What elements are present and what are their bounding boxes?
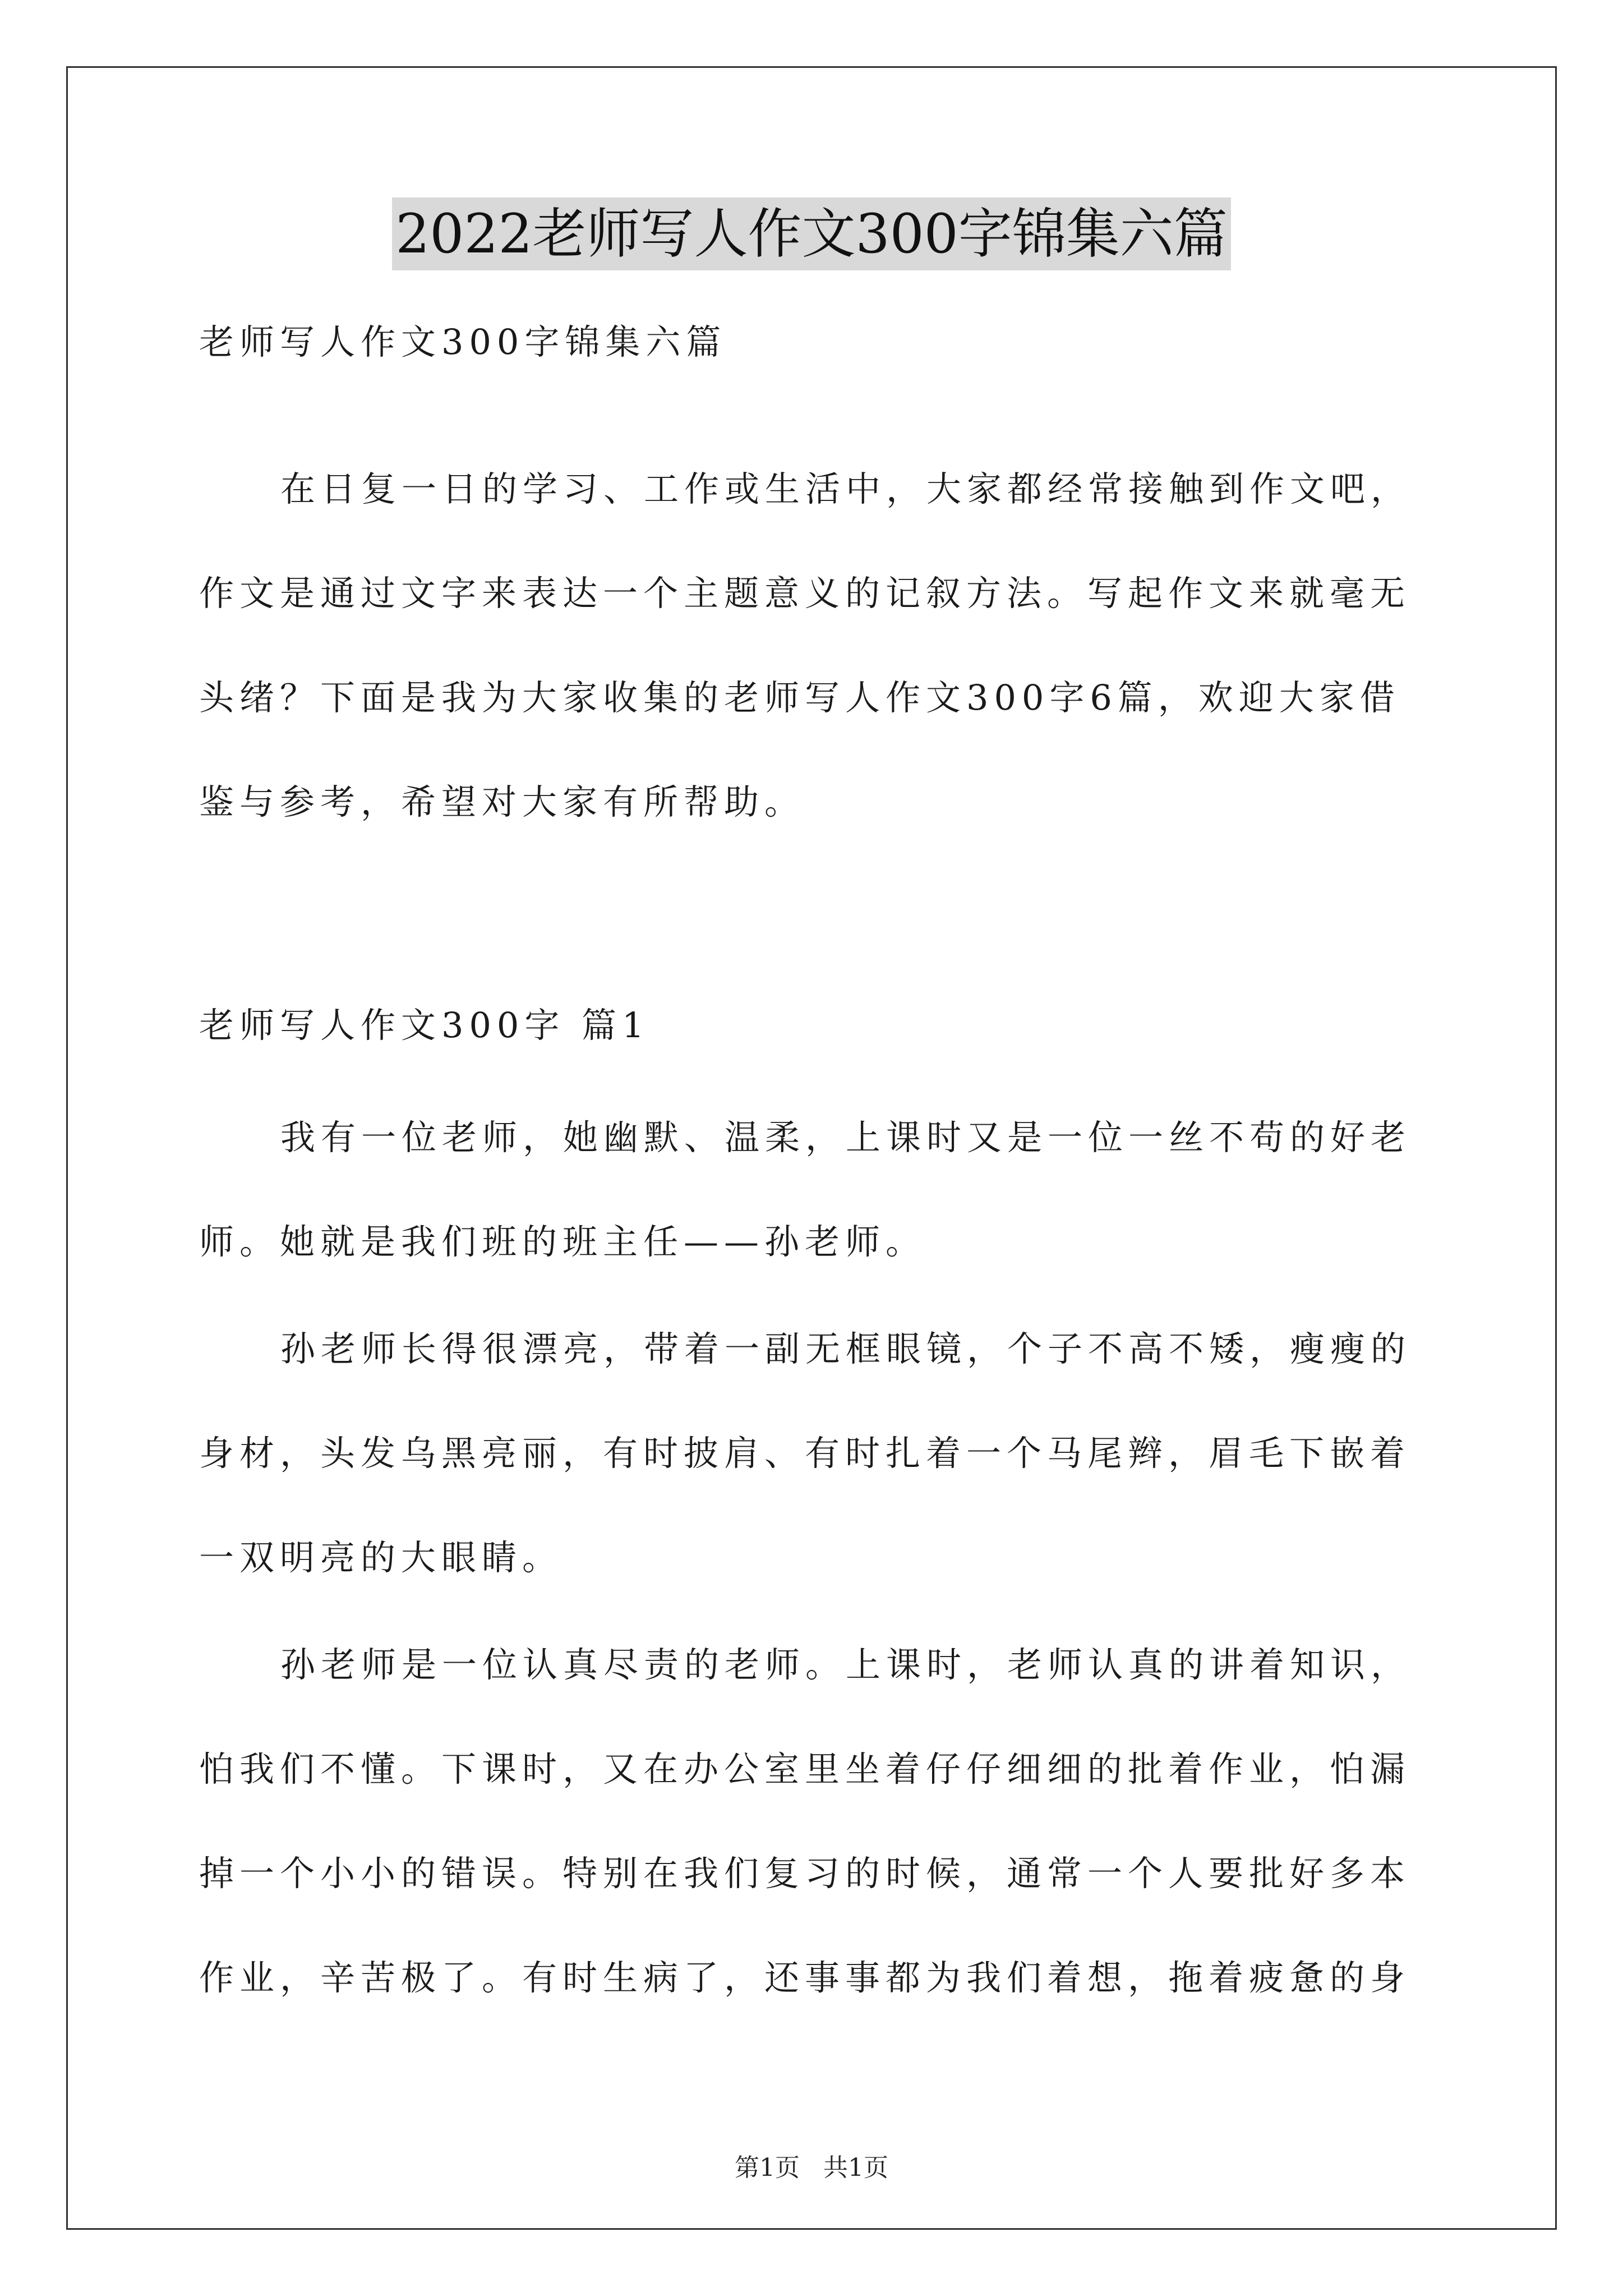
page-footer: 第1页 共1页	[735, 2154, 888, 2182]
paragraph-line: 身材，头发乌黑亮丽，有时披肩、有时扎着一个马尾辫，眉毛下嵌着	[199, 1433, 1411, 1474]
paragraph-line: 孙老师长得很漂亮，带着一副无框眼镜，个子不高不矮，瘦瘦的	[280, 1328, 1412, 1369]
intro-line: 在日复一日的学习、工作或生活中，大家都经常接触到作文吧，	[280, 468, 1412, 509]
paragraph-line: 孙老师是一位认真尽责的老师。上课时，老师认真的讲着知识，	[280, 1644, 1412, 1685]
intro-line: 头绪？下面是我为大家收集的老师写人作文300字6篇，欢迎大家借	[199, 677, 1400, 718]
title-container	[0, 197, 1623, 270]
paragraph-line: 我有一位老师，她幽默、温柔，上课时又是一位一丝不苟的好老	[280, 1117, 1412, 1158]
paragraph-line: 怕我们不懂。下课时，又在办公室里坐着仔仔细细的批着作业，怕漏	[199, 1749, 1411, 1789]
paragraph-line: 师。她就是我们班的班主任——孙老师。	[199, 1221, 926, 1262]
intro-line: 作文是通过文字来表达一个主题意义的记叙方法。写起作文来就毫无	[199, 573, 1411, 614]
paragraph-line: 作业，辛苦极了。有时生病了，还事事都为我们着想，拖着疲惫的身	[199, 1957, 1411, 1998]
paragraph-line: 一双明亮的大眼睛。	[199, 1537, 563, 1578]
section-heading: 老师写人作文300字 篇1	[199, 1005, 650, 1046]
paragraph-line: 掉一个小小的错误。特别在我们复习的时候，通常一个人要批好多本	[199, 1853, 1411, 1894]
subtitle: 老师写人作文300字锦集六篇	[199, 321, 727, 362]
intro-line: 鉴与参考，希望对大家有所帮助。	[199, 781, 805, 822]
document-title: 2022老师写人作文300字锦集六篇	[392, 197, 1231, 270]
